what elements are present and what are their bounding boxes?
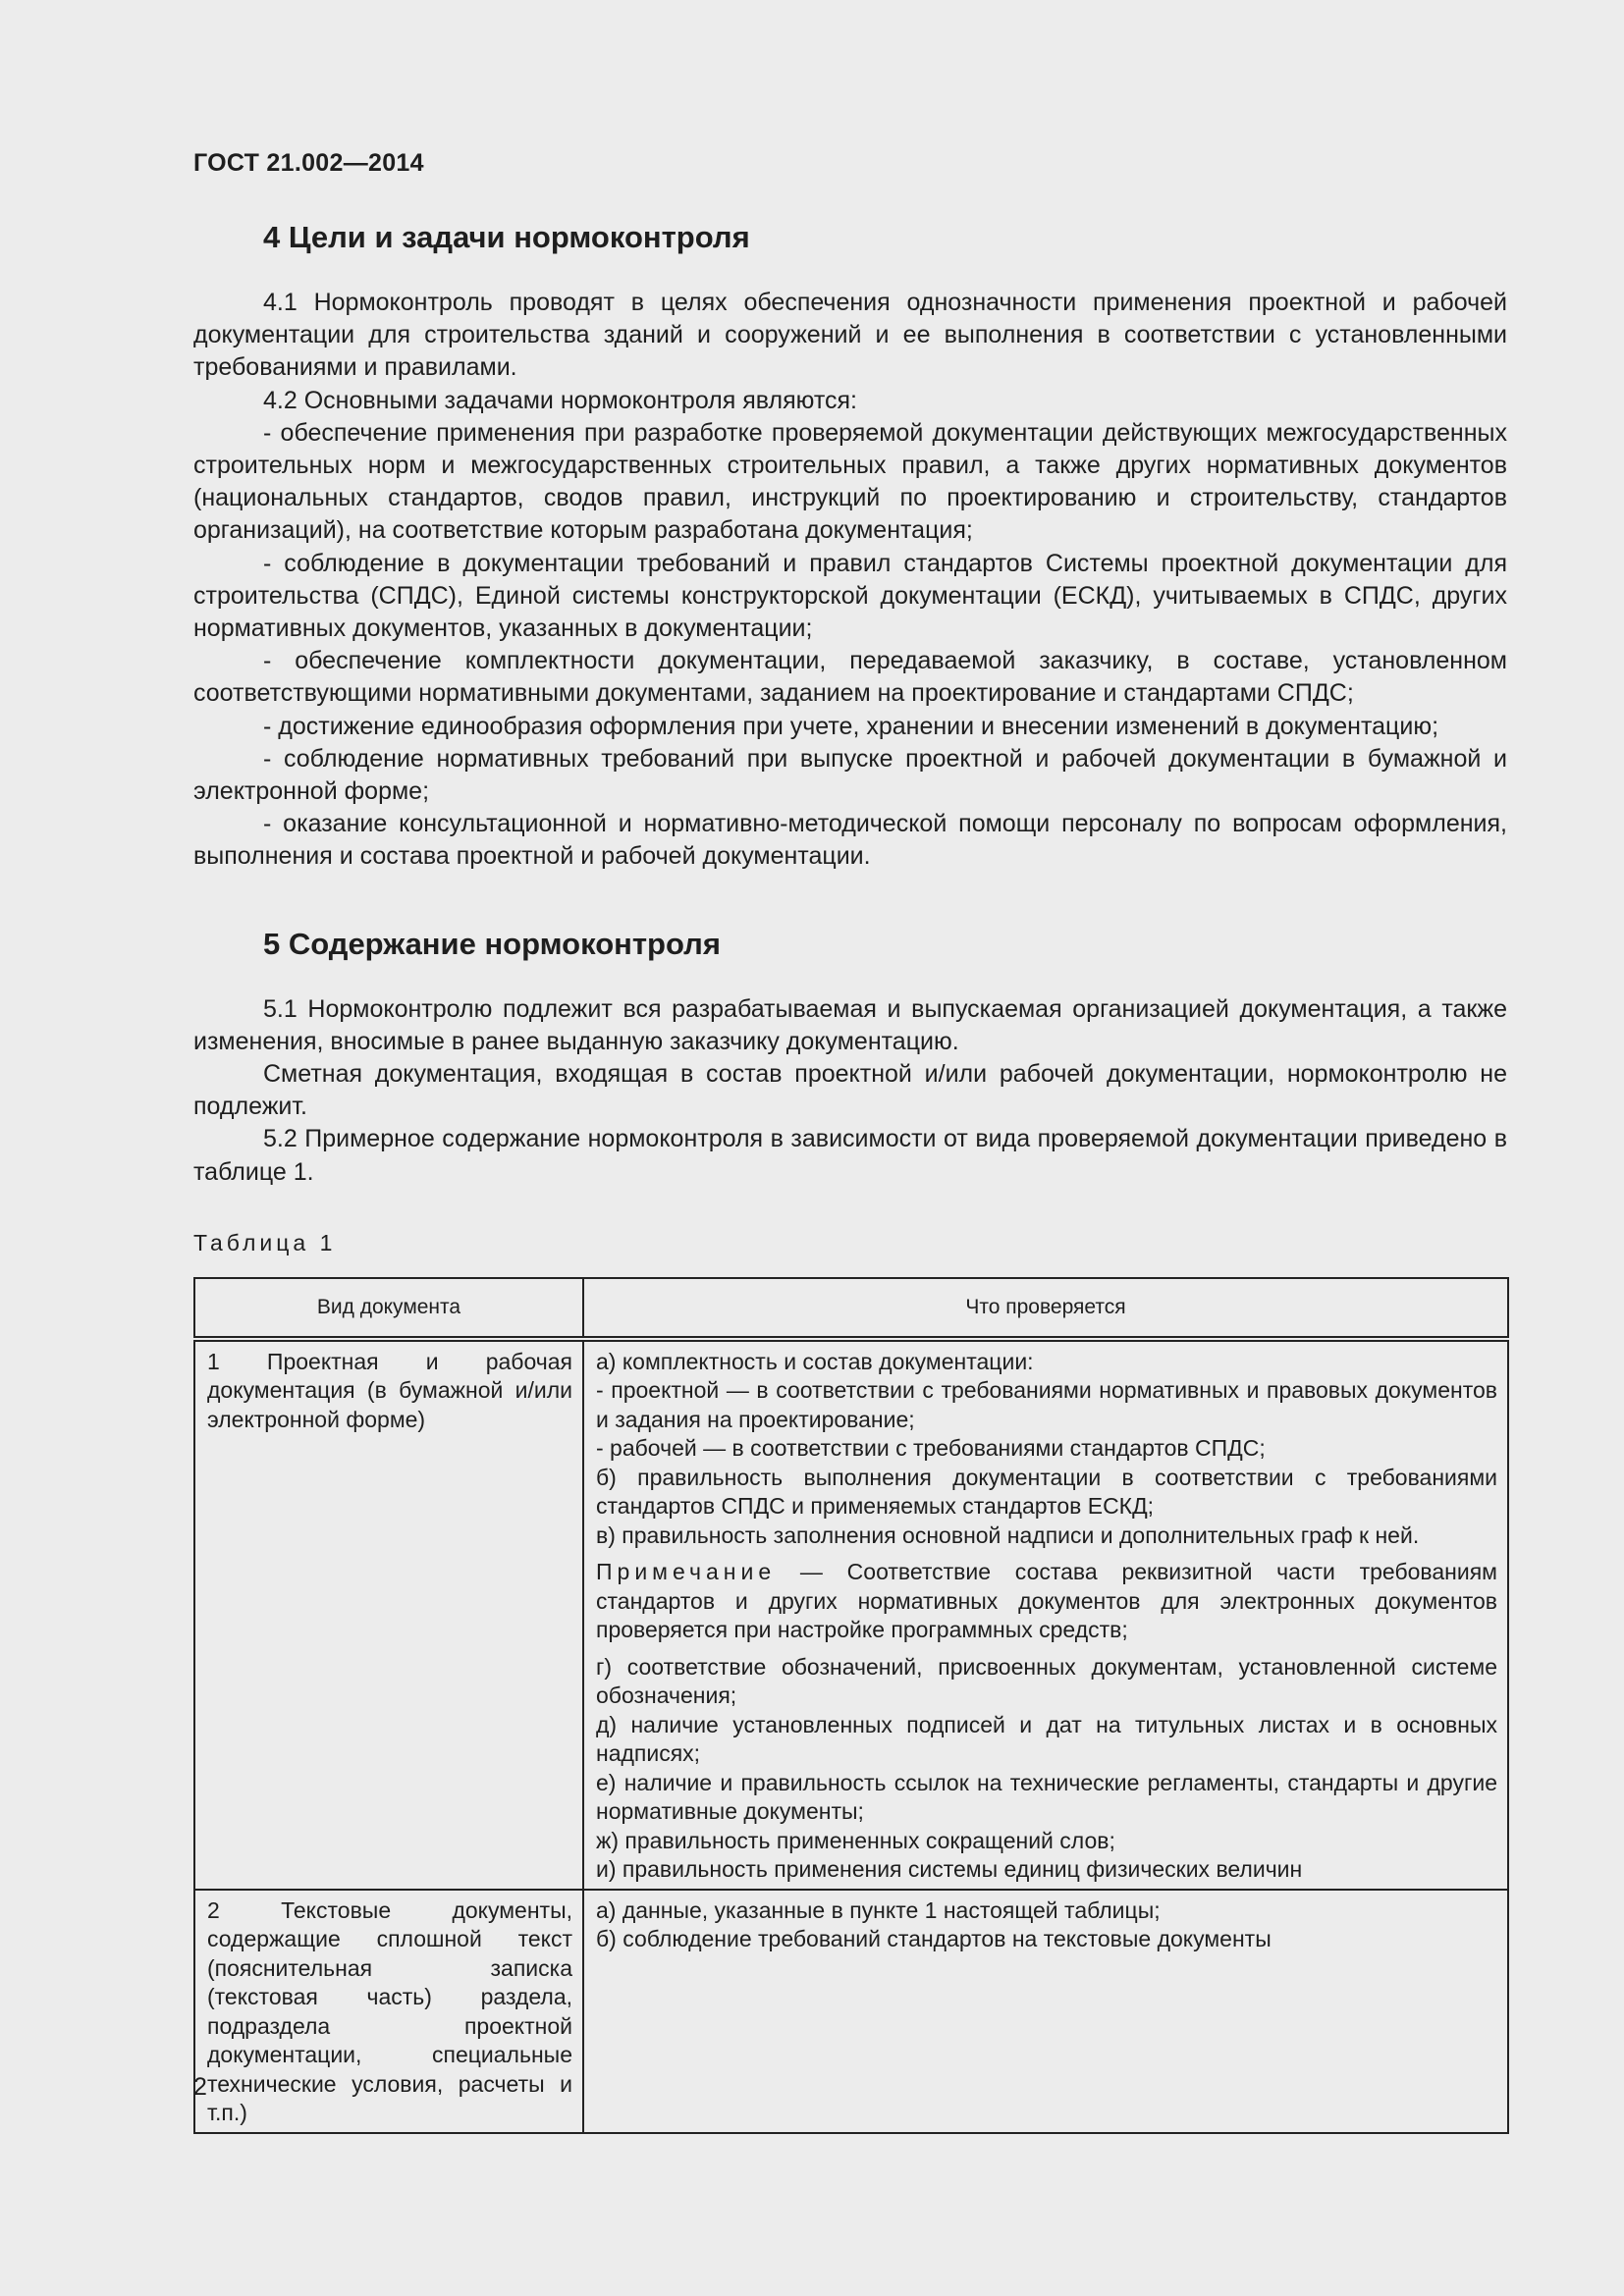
doc-type-cell: 1 Проектная и рабочая документация (в бумажной и/или электронной форме) xyxy=(194,1339,583,1890)
table-note xyxy=(596,1558,1497,1645)
paragraph-4-1: 4.1 Нормоконтроль проводят в целях обеспечения однозначности применения проектной и рабочей документации для строительства зданий и сооружений и ее выполнения в соответствии с установленными требованиями и правилами. xyxy=(193,289,1507,382)
section-4-title: 4 Цели и задачи нормоконтроля xyxy=(263,220,750,254)
check-item: ж) правильность примененных сокращений слов; xyxy=(596,1827,1115,1853)
task-item: - оказание консультационной и нормативно-методической помощи персоналу по вопросам оформления, выполнения и состава проектной и рабочей документации. xyxy=(193,810,1507,871)
task-item: - обеспечение комплектности документации, передаваемой заказчику, в составе, установленном соответствующими нормативными документами, заданием на проектирование и стандартами СПДС; xyxy=(193,647,1507,708)
norm-control-table xyxy=(193,1277,1509,2134)
section-4 xyxy=(193,218,1507,874)
check-item: в) правильность заполнения основной надписи и дополнительных граф к ней. xyxy=(596,1522,1420,1548)
check-item: е) наличие и правильность ссылок на технические регламенты, стандарты и другие нормативные документы; xyxy=(596,1769,1497,1825)
check-item: д) наличие установленных подписей и дат на титульных листах и в основных надписях; xyxy=(596,1711,1497,1767)
note-text: — Соответствие состава реквизитной части требованиям стандартов и других нормативных документов для электронных документов проверяется при настройке программных средств; xyxy=(596,1559,1497,1643)
checks-cell xyxy=(583,1890,1508,2133)
page-number: 2 xyxy=(193,2073,207,2101)
check-item: и) правильность применения системы единиц физических величин xyxy=(596,1856,1303,1883)
section-5-title: 5 Содержание нормоконтроля xyxy=(263,926,721,961)
document-body xyxy=(193,218,1507,2134)
check-item: г) соответствие обозначений, присвоенных документам, установленной системе обозначения; xyxy=(596,1653,1497,1709)
column-header-doc-type: Вид документа xyxy=(194,1278,583,1339)
paragraph-4-2: 4.2 Основными задачами нормоконтроля являются: xyxy=(263,386,857,414)
document-code-header: ГОСТ 21.002—2014 xyxy=(193,149,424,177)
task-item: - соблюдение в документации требований и правил стандартов Системы проектной документации для строительства (СПДС), Единой системы конструкторской документации (ЕСКД), учитываемых в СПДС, других нормативных документов, указанных в документации; xyxy=(193,549,1507,643)
section-5 xyxy=(193,925,1507,1189)
paragraph-estimate-docs: Сметная документация, входящая в состав проектной и/или рабочей документации, нормоконтролю не подлежит. xyxy=(193,1060,1507,1121)
check-item: - рабочей — в соответствии с требованиями стандартов СПДС; xyxy=(596,1435,1266,1462)
checks-cell xyxy=(583,1339,1508,1890)
section-4-body xyxy=(193,287,1507,874)
doc-type-cell: 2 Текстовые документы, содержащие сплошной текст (пояснительная записка (текстовая часть) раздела, подраздела проектной документации, специальные технические условия, расчеты и т.п.) xyxy=(194,1890,583,2133)
task-item: - достижение единообразия оформления при учете, хранении и внесении изменений в документацию; xyxy=(263,712,1439,740)
paragraph-5-1: 5.1 Нормоконтролю подлежит вся разрабатываемая и выпускаемая организацией документация, а также изменения, вносимые в ранее выданную заказчику документацию. xyxy=(193,994,1507,1055)
note-label: Примечание xyxy=(596,1559,777,1585)
check-item: а) данные, указанные в пункте 1 настоящей таблицы; xyxy=(596,1896,1161,1923)
table-header-row xyxy=(194,1278,1508,1339)
table-row xyxy=(194,1339,1508,1890)
paragraph-5-2: 5.2 Примерное содержание нормоконтроля в зависимости от вида проверяемой документации приведено в таблице 1. xyxy=(193,1125,1507,1186)
check-item: б) правильность выполнения документации в соответствии с требованиями стандартов СПДС и применяемых стандартов ЕСКД; xyxy=(596,1464,1497,1520)
table-caption: Таблица 1 xyxy=(193,1229,337,1255)
table-row xyxy=(194,1890,1508,2133)
task-item: - соблюдение нормативных требований при выпуске проектной и рабочей документации в бумажной и электронной форме; xyxy=(193,744,1507,806)
task-item: - обеспечение применения при разработке проверяемой документации действующих межгосударственных строительных норм и межгосударственных строительных правил, а также других нормативных документов (национальных стандартов, сводов правил, инструкций по проектированию и строительству, стандартов организаций), на соответствие которым разработана документация; xyxy=(193,418,1507,545)
check-item: а) комплектность и состав документации: xyxy=(596,1348,1034,1374)
column-header-checks: Что проверяется xyxy=(583,1278,1508,1339)
check-item: - проектной — в соответствии с требованиями нормативных и правовых документов и задания на проектирование; xyxy=(596,1377,1497,1432)
check-item: б) соблюдение требований стандартов на текстовые документы xyxy=(596,1926,1272,1952)
section-5-body xyxy=(193,993,1507,1189)
